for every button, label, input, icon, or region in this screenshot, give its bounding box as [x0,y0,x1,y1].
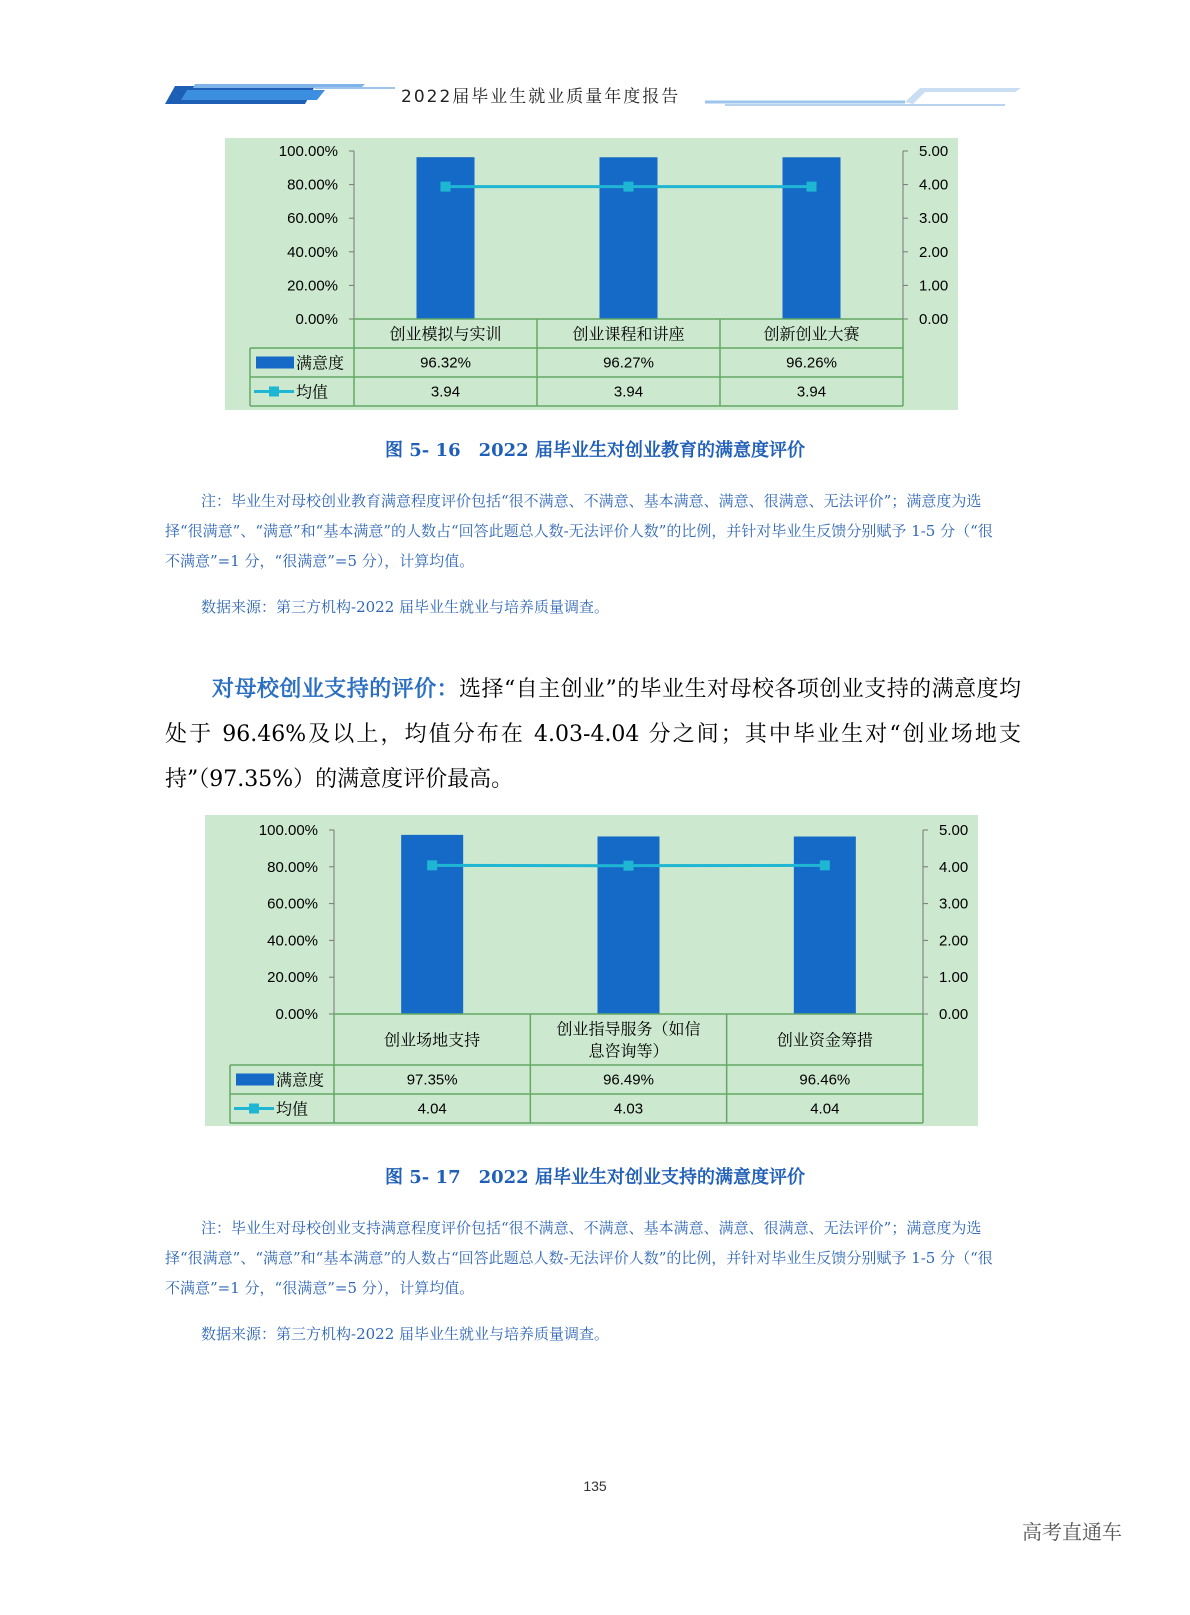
category-label: 创业模拟与实训 [389,324,502,344]
chart-2-svg [205,815,978,1126]
figure-2-note: 注：毕业生对母校创业支持满意程度评价包括“很不满意、不满意、基本满意、满意、很满意、无法评价”；满意度为选择“很满意”、“满意”和“基本满意”的人数占“回答此题总人数-无法评价人数”的比例，并针对毕业生反馈分别赋予 1-5 分（“很不满意”=1 分，“很满意”=5 分），计算均值。 [165,1219,993,1297]
data-label: 4.03 [613,1100,644,1118]
data-label: 3.94 [613,383,644,401]
data-label: 97.35% [406,1071,458,1089]
point-mean [624,861,634,871]
legend-line-marker [249,1104,259,1114]
left-axis-tick-label: 20.00% [267,969,318,987]
bar-satisfaction [417,157,475,319]
right-axis-tick-label: 3.00 [919,210,949,228]
data-label: 96.49% [603,1071,654,1089]
legend-bar-swatch [256,357,294,369]
right-axis-tick-label: 0.00 [919,311,949,328]
right-axis-tick-label: 4.00 [919,176,949,194]
category-label: 息咨询等） [588,1041,669,1061]
left-axis-tick-label: 80.00% [267,858,318,876]
point-mean [441,182,451,192]
data-label: 96.32% [420,354,471,372]
legend-line-marker [269,387,279,397]
figure-2-caption: 图 5- 17 2022 届毕业生对创业支持的满意度评价 [385,1167,805,1188]
right-axis-tick-label: 1.00 [919,277,949,295]
right-axis-tick-label: 1.00 [939,969,969,987]
data-label: 96.27% [603,354,654,372]
data-label: 3.94 [430,383,461,401]
bar-satisfaction [600,157,658,319]
body-paragraph [165,667,1021,802]
figure-1-note: 注：毕业生对母校创业教育满意程度评价包括“很不满意、不满意、基本满意、满意、很满意、无法评价”；满意度为选择“很满意”、“满意”和“基本满意”的人数占“回答此题总人数-无法评价人数”的比例，并针对毕业生反馈分别赋予 1-5 分（“很不满意”=1 分，“很满意”=5 分），计算均值。 [165,492,993,570]
left-axis-tick-label: 100.00% [278,143,338,160]
right-axis-tick-label: 5.00 [939,822,969,839]
right-axis-tick-label: 3.00 [939,895,969,913]
category-label: 创新创业大赛 [763,324,860,344]
header-title: 2022届毕业生就业质量年度报告 [401,87,681,107]
right-axis-tick-label: 2.00 [919,243,949,261]
page-number: 135 [583,1478,607,1494]
figure-2-source: 数据来源：第三方机构-2022 届毕业生就业与培养质量调查。 [201,1325,610,1343]
chart-1-svg [225,138,958,410]
legend-label: 满意度 [276,1070,325,1090]
point-mean [624,182,634,192]
data-label: 3.94 [796,383,827,401]
right-axis-tick-label: 0.00 [939,1006,969,1023]
data-label: 96.46% [799,1071,851,1089]
right-axis-tick-label: 4.00 [939,858,969,876]
chart-2 [205,815,978,1126]
legend-bar-swatch [236,1074,274,1086]
data-label: 4.04 [417,1100,447,1118]
data-label: 4.04 [810,1100,840,1118]
left-axis-tick-label: 40.00% [267,932,318,950]
right-axis-tick-label: 2.00 [939,932,969,950]
left-axis-tick-label: 100.00% [258,822,318,839]
figure-1-source: 数据来源：第三方机构-2022 届毕业生就业与培养质量调查。 [201,598,610,616]
right-axis-tick-label: 5.00 [919,143,949,160]
category-label: 创业课程和讲座 [572,324,685,344]
category-label: 创业资金筹措 [776,1030,873,1050]
point-mean [427,860,437,870]
left-axis-tick-label: 20.00% [287,277,338,295]
point-mean [807,182,817,192]
chart-1 [225,138,958,410]
figure-1-caption: 图 5- 16 2022 届毕业生对创业教育的满意度评价 [385,440,805,461]
left-axis-tick-label: 80.00% [287,176,338,194]
legend-label: 满意度 [296,353,345,373]
left-axis-tick-label: 40.00% [287,243,338,261]
left-axis-tick-label: 0.00% [295,311,338,328]
left-axis-tick-label: 60.00% [287,210,338,228]
category-label: 创业场地支持 [384,1030,481,1050]
paragraph-lead: 对母校创业支持的评价： [212,676,460,702]
data-label: 96.26% [786,354,837,372]
left-axis-tick-label: 0.00% [275,1006,318,1023]
bar-satisfaction [783,157,841,319]
watermark: 高考直通车 [1022,1520,1122,1544]
category-label: 创业指导服务（如信 [556,1019,701,1039]
legend-label: 均值 [276,1099,309,1119]
page-header [165,78,1021,112]
legend-label: 均值 [296,382,329,402]
paragraph-text: 选择“自主创业”的毕业生对母校各项创业支持的满意度均处于 96.46%及以上，均值分布在 4.03-4.04 分之间；其中毕业生对“创业场地支持”（97.35%）的满意度评价最高。 [165,677,1021,792]
left-axis-tick-label: 60.00% [267,895,318,913]
point-mean [820,860,830,870]
